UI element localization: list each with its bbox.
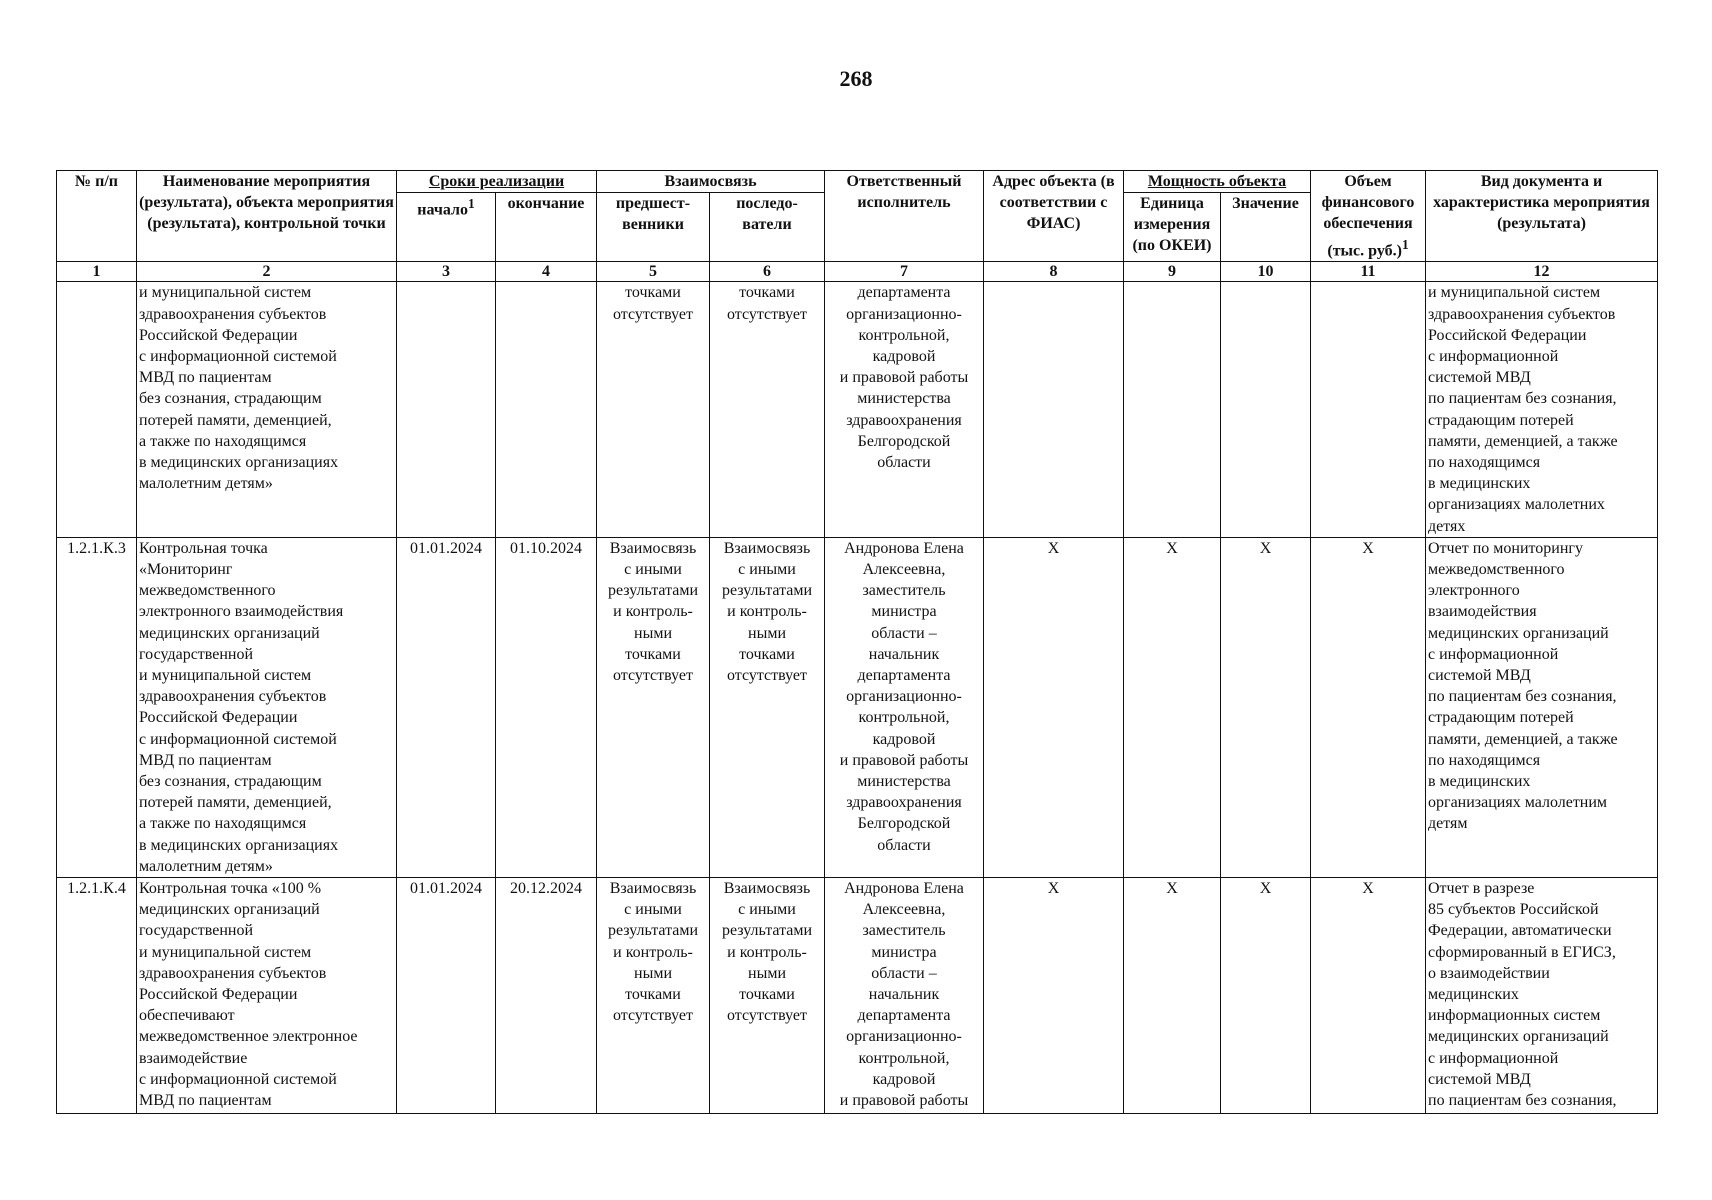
row-code: 1.2.1.К.4 xyxy=(57,878,137,1114)
row-name: и муниципальной систем здравоохранения субъектов Российской Федерации с информационной системой МВД по пациентам без сознания, страдающим потерей памяти, деменцией, а также по находящимся в медицинских организациях малолетним детям» xyxy=(137,282,397,537)
row-successors: точками отсутствует xyxy=(710,282,825,537)
row-doc: Отчет по мониторингу межведомственного электронного взаимодействия медицинских организаций с информационной системой МВД по пациентам без сознания, страдающим потерей памяти, деменцией, а также по находящимся в медицинских организациях малолетним детям xyxy=(1426,537,1658,877)
header-unit: Единица измерения (по ОКЕИ) xyxy=(1124,193,1221,262)
row-doc: и муниципальной систем здравоохранения субъектов Российской Федерации с информационной системой МВД по пациентам без сознания, страдающим потерей памяти, деменцией, а также по находящимся в медицинских организациях малолетних детях xyxy=(1426,282,1658,537)
header-predecessors: предшест- венники xyxy=(597,193,710,262)
header-start-label: начало xyxy=(417,201,469,219)
row-unit: X xyxy=(1124,878,1221,1114)
header-finance-sup: 1 xyxy=(1401,237,1409,252)
header-address: Адрес объекта (в соответствии с ФИАС) xyxy=(984,171,1124,262)
page-number: 268 xyxy=(839,66,873,91)
row-end xyxy=(496,282,597,537)
column-number: 11 xyxy=(1311,262,1426,282)
row-value: X xyxy=(1221,878,1311,1114)
row-responsible: Андронова Елена Алексеевна, заместитель министра области – начальник департамента организационно- контрольной, кадровой и правовой работы министерства здравоохранения Белгородской области xyxy=(825,537,984,877)
header-end: окончание xyxy=(496,193,597,262)
column-number: 3 xyxy=(397,262,496,282)
header-col-num: № п/п xyxy=(57,171,137,262)
header-value: Значение xyxy=(1221,193,1311,262)
header-successors: последо- ватели xyxy=(710,193,825,262)
row-value: X xyxy=(1221,537,1311,877)
column-number: 2 xyxy=(137,262,397,282)
row-finance xyxy=(1311,282,1426,537)
column-number: 9 xyxy=(1124,262,1221,282)
header-finance-label: Объем финансового обеспечения (тыс. руб.) xyxy=(1321,173,1415,260)
header-capacity-label: Мощность объекта xyxy=(1147,173,1287,190)
column-number: 5 xyxy=(597,262,710,282)
row-end: 01.10.2024 xyxy=(496,537,597,877)
measures-table xyxy=(56,170,1658,1114)
row-doc: Отчет в разрезе 85 субъектов Российской Федерации, автоматически сформированный в ЕГИСЗ, о взаимодействии медицинских информационных систем медицинских организаций с информационной системой МВД по пациентам без сознания, xyxy=(1426,878,1658,1114)
row-predecessors: Взаимосвязь с иными результатами и контроль- ными точками отсутствует xyxy=(597,537,710,877)
row-unit xyxy=(1124,282,1221,537)
header-relation: Взаимосвязь xyxy=(597,171,825,193)
column-number: 12 xyxy=(1426,262,1658,282)
header-capacity xyxy=(1124,171,1311,193)
header-doc-type: Вид документа и характеристика мероприятия (результата) xyxy=(1426,171,1658,262)
row-finance: X xyxy=(1311,878,1426,1114)
column-number: 7 xyxy=(825,262,984,282)
row-predecessors: Взаимосвязь с иными результатами и контроль- ными точками отсутствует xyxy=(597,878,710,1114)
row-start: 01.01.2024 xyxy=(397,878,496,1114)
row-predecessors: точками отсутствует xyxy=(597,282,710,537)
header-responsible: Ответственный исполнитель xyxy=(825,171,984,262)
row-address: X xyxy=(984,878,1124,1114)
header-col-name: Наименование мероприятия (результата), объекта мероприятия (результата), контрольной точки xyxy=(137,171,397,262)
row-finance: X xyxy=(1311,537,1426,877)
row-successors: Взаимосвязь с иными результатами и контроль- ными точками отсутствует xyxy=(710,878,825,1114)
column-number-row xyxy=(57,262,1658,282)
row-successors: Взаимосвязь с иными результатами и контроль- ными точками отсутствует xyxy=(710,537,825,877)
row-responsible: Андронова Елена Алексеевна, заместитель министра области – начальник департамента организационно- контрольной, кадровой и правовой работы xyxy=(825,878,984,1114)
table-row xyxy=(57,878,1658,1114)
row-code: 1.2.1.К.3 xyxy=(57,537,137,877)
row-name: Контрольная точка «100 % медицинских организаций государственной и муниципальной систем здравоохранения субъектов Российской Федерации обеспечивают межведомственное электронное взаимодействие с информационной системой МВД по пациентам xyxy=(137,878,397,1114)
row-address xyxy=(984,282,1124,537)
row-unit: X xyxy=(1124,537,1221,877)
header-finance xyxy=(1311,171,1426,262)
column-number: 1 xyxy=(57,262,137,282)
table-row xyxy=(57,282,1658,537)
column-number: 4 xyxy=(496,262,597,282)
column-number: 6 xyxy=(710,262,825,282)
header-start-sup: 1 xyxy=(468,196,475,211)
row-address: X xyxy=(984,537,1124,877)
header-terms xyxy=(397,171,597,193)
table-row xyxy=(57,537,1658,877)
row-name: Контрольная точка «Мониторинг межведомственного электронного взаимодействия медицинских организаций государственной и муниципальной систем здравоохранения субъектов Российской Федерации с информационной системой МВД по пациентам без сознания, страдающим потерей памяти, деменцией, а также по находящимся в медицинских организациях малолетним детям» xyxy=(137,537,397,877)
header-row-1 xyxy=(57,171,1658,193)
row-value xyxy=(1221,282,1311,537)
column-number: 8 xyxy=(984,262,1124,282)
row-start xyxy=(397,282,496,537)
row-responsible: департамента организационно- контрольной, кадровой и правовой работы министерства здравоохранения Белгородской области xyxy=(825,282,984,537)
row-end: 20.12.2024 xyxy=(496,878,597,1114)
column-number: 10 xyxy=(1221,262,1311,282)
row-start: 01.01.2024 xyxy=(397,537,496,877)
row-code xyxy=(57,282,137,537)
header-terms-label: Сроки реализации xyxy=(428,173,565,190)
header-start xyxy=(397,193,496,262)
